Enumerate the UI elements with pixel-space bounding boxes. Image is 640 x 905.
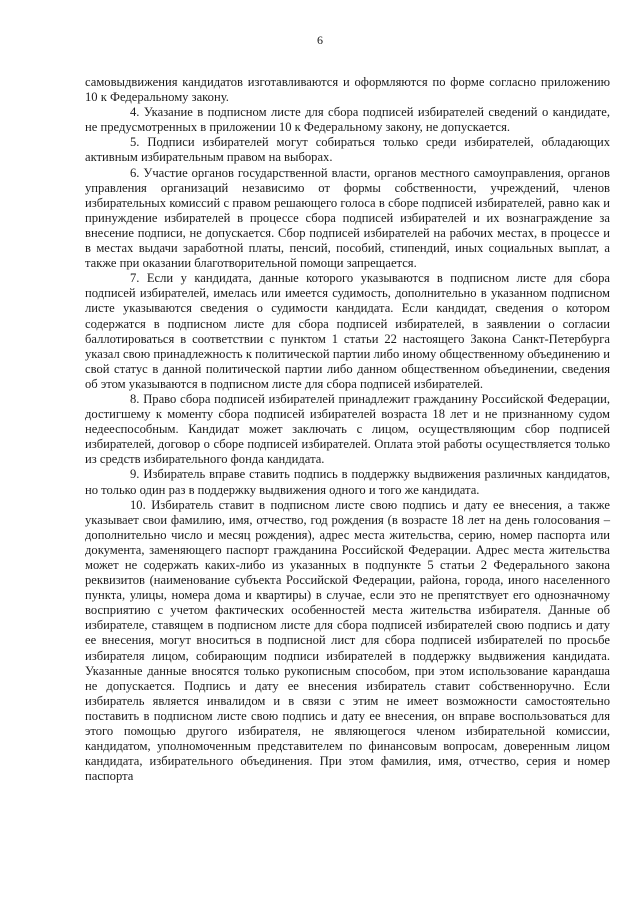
document-body (85, 75, 610, 784)
page-number: 6 (317, 33, 323, 47)
paragraph-6: 6. Участие органов государственной власти, органов местного самоуправления, органов управления организаций независимо от формы собственности, учреждений, членов избирательных комиссий с правом решающего голоса в сборе подписей избирателей, равно как и принуждение избирателей в процессе сбора подписей избирателей и их вознаграждение за внесение подписи, не допускается. Сбор подписей избирателей на рабочих местах, в процессе и в местах выдачи заработной платы, пенсий, пособий, стипендий, иных социальных выплат, а также при оказании благотворительной помощи запрещается. (85, 165, 610, 271)
paragraph-5: 5. Подписи избирателей могут собираться только среди избирателей, обладающих активным избирательным правом на выборах. (85, 135, 610, 165)
paragraph-7: 7. Если у кандидата, данные которого указываются в подписном листе для сбора подписей избирателей, имелась или имеется судимость, дополнительно в указанном подписном листе указываются сведения о судимости кандидата. Если кандидат, сведения о котором содержатся в подписном листе для сбора подписей избирателей, в заявлении о согласии баллотироваться в соответствии с пунктом 1 статьи 22 настоящего Закона Санкт-Петербурга указал свою принадлежность к политической партии либо иному общественному объединению и свой статус в данной политической партии либо данном общественном объединении, сведения об этом указываются в подписном листе для сбора подписей избирателей. (85, 271, 610, 391)
paragraph-9: 9. Избиратель вправе ставить подпись в поддержку выдвижения различных кандидатов, но только один раз в поддержку выдвижения одного и того же кандидата. (85, 467, 610, 497)
paragraph-4: 4. Указание в подписном листе для сбора подписей избирателей сведений о кандидате, не предусмотренных в приложении 10 к Федеральному закону, не допускается. (85, 105, 610, 135)
paragraph-10: 10. Избиратель ставит в подписном листе свою подпись и дату ее внесения, а также указывает свои фамилию, имя, отчество, год рождения (в возрасте 18 лет на день голосования – дополнительно число и месяц рождения), адрес места жительства, серию, номер паспорта или документа, заменяющего паспорт гражданина Российской Федерации. Адрес места жительства может не содержать каких-либо из указанных в подпункте 5 статьи 2 Федерального закона реквизитов (наименование субъекта Российской Федерации, района, города, иного населенного пункта, улицы, номера дома и квартиры) в случае, если это не препятствует его однозначному восприятию с учетом фактических особенностей места жительства избирателя. Данные об избирателе, ставящем в подписном листе для сбора подписей избирателей свою подпись и дату ее внесения, могут вноситься в подписной лист для сбора подписей избирателей по просьбе избирателя лицом, собирающим подписи избирателей в поддержку выдвижения кандидата. Указанные данные вносятся только рукописным способом, при этом использование карандаша не допускается. Подпись и дату ее внесения избиратель ставит собственноручно. Если избиратель является инвалидом и в связи с этим не имеет возможности самостоятельно поставить в подписном листе свою подпись и дату ее внесения, он вправе воспользоваться для этого помощью другого избирателя, не являющегося членом избирательной комиссии, кандидатом, уполномоченным представителем по финансовым вопросам, доверенным лицом кандидата, избирательного объединения. При этом фамилия, имя, отчество, серия и номер паспорта (85, 497, 610, 784)
paragraph-8: 8. Право сбора подписей избирателей принадлежит гражданину Российской Федерации, достигшему к моменту сбора подписей избирателей возраста 18 лет и не признанному судом недееспособным. Кандидат может заключать с лицом, осуществляющим сбор подписей избирателей, договор о сборе подписей избирателей. Оплата этой работы осуществляется только из средств избирательного фонда кандидата. (85, 391, 610, 467)
paragraph-continuation: самовыдвижения кандидатов изготавливаются и оформляются по форме согласно приложению 10 к Федеральному закону. (85, 75, 610, 105)
